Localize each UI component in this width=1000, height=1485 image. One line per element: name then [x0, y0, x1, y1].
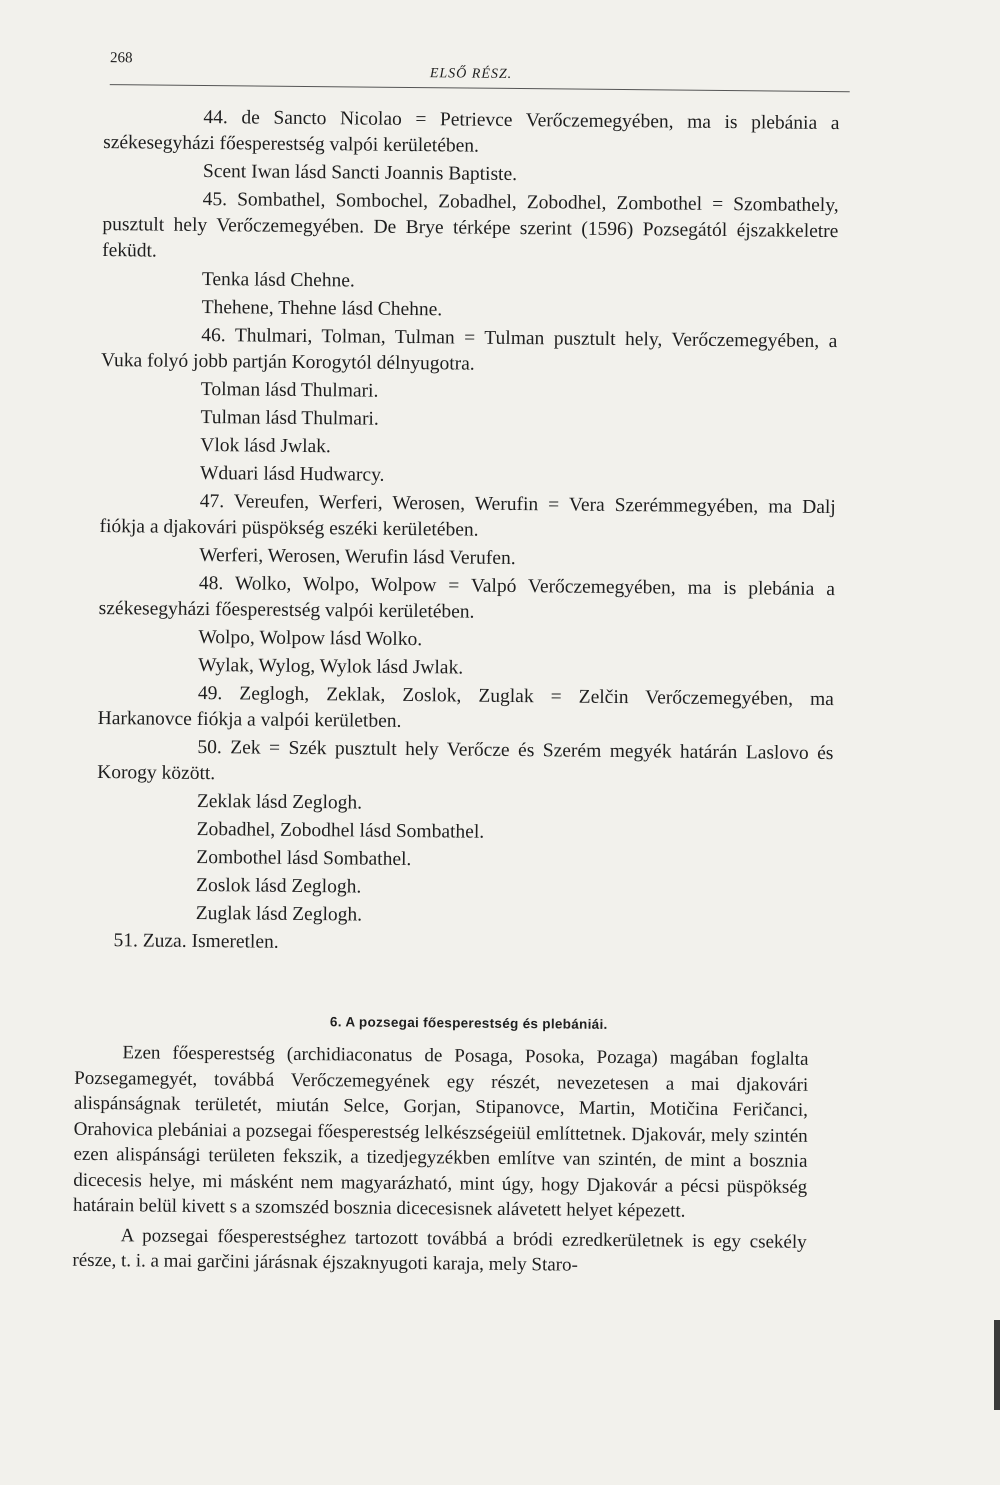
paragraph: A pozsegai főesperestséghez tartozott továbbá a bródi ezredkerületnek is egy csekély része, t. i. a mai garčini járásnak éjszaknyugoti karaja, mely Staro-	[72, 1224, 807, 1276]
entry-48: 48. Wolko, Wolpo, Wolpow = Valpó Verőczemegyében, ma is plebánia a székesegyházi főesperestség valpói kerületében.	[98, 572, 836, 623]
entry-50: 50. Zek = Szék pusztult hely Verőcze és Szerém megyék határán Laslovo és Korogy között.	[97, 736, 834, 785]
section-heading: 6. A pozsegai főesperestség és plebániái.	[329, 1014, 608, 1032]
cross-reference: Zuglak lásd Zeglogh.	[195, 902, 363, 926]
cross-reference: Zombothel lásd Sombathel.	[196, 846, 412, 871]
entry-45: 45. Sombathel, Sombochel, Zobadhel, Zobodhel, Zombothel = Szombathely, pusztult hely Verőczemegyében. De Brye térképe szerint (1596) Pozsegától éjszakkeletre feküdt.	[102, 188, 839, 262]
cross-reference: Tolman lásd Thulmari.	[200, 378, 379, 402]
cross-reference: Zoslok lásd Zeglogh.	[195, 874, 362, 898]
header-rule	[110, 84, 850, 92]
cross-reference: Zeklak lásd Zeglogh.	[196, 790, 363, 814]
running-head: ELSŐ RÉSZ.	[429, 66, 513, 82]
cross-reference: Scent Iwan lásd Sancti Joannis Baptiste.	[202, 160, 518, 186]
cross-reference: Werferi, Werosen, Werufin lásd Verufen.	[199, 544, 516, 570]
cross-reference: Thehene, Thehne lásd Chehne.	[201, 296, 443, 321]
cross-reference: Zobadhel, Zobodhel lásd Sombathel.	[196, 818, 485, 843]
cross-reference: Tulman lásd Thulmari.	[200, 406, 379, 430]
entry-44: 44. de Sancto Nicolao = Petrievce Verőczemegyében, ma is plebánia a székesegyházi főesperestség valpói kerületében.	[103, 106, 840, 157]
cross-reference: Wolpo, Wolpow lásd Wolko.	[198, 626, 423, 651]
cross-reference: Wduari lásd Hudwarcy.	[199, 462, 385, 486]
entry-49: 49. Zeglogh, Zeklak, Zoslok, Zuglak = Zelčin Verőczemegyében, ma Harkanovce fiókja a valpói kerületben.	[97, 682, 834, 732]
cross-reference: Vlok lásd Jwlak.	[200, 434, 331, 458]
page-edge-shadow	[994, 1320, 1000, 1410]
entry-51: 51. Zuza. Ismeretlen.	[113, 930, 279, 953]
section-body	[72, 1040, 808, 1285]
cross-reference: Tenka lásd Chehne.	[201, 268, 355, 292]
page-number: 268	[109, 50, 133, 67]
entry-46: 46. Thulmari, Tolman, Tulman = Tulman pusztult hely, Verőczemegyében, a Vuka folyó jobb partján Korogytól délnyugotra.	[101, 324, 838, 375]
entry-list	[95, 104, 839, 963]
entry-47: 47. Vereufen, Werferi, Werosen, Werufin = Vera Szerémmegyében, ma Dalj fiókja a djakovári püspökség eszéki kerületében.	[99, 490, 836, 541]
paragraph: Ezen főesperestség (archidiaconatus de Posaga, Posoka, Pozaga) magában foglalta Pozsegamegyét, továbbá Verőczemegyének egy részét, nevezetesen a mai djakovári alispánságnak területét, miután Selce, Gorjan, Stipanovce, Martin, Motičina Feričanci, Orahovica plebániai a pozsegai főesperestség lelkészségeiül említtetnek. Djakovár, mely szintén ezen alispánsági területen fekszik, a tizedjegyzékben említve van szintén, de mint a bosznia dicecesis helye, mi másként nem magyarázható, mint úgy, hogy Djakovár a pécsi püspökség határain belül kivett s a szomszéd bosznia dicecesisnek alávetett helyet képezett.	[72, 1042, 809, 1222]
cross-reference: Wylak, Wylog, Wylok lásd Jwlak.	[198, 654, 464, 679]
